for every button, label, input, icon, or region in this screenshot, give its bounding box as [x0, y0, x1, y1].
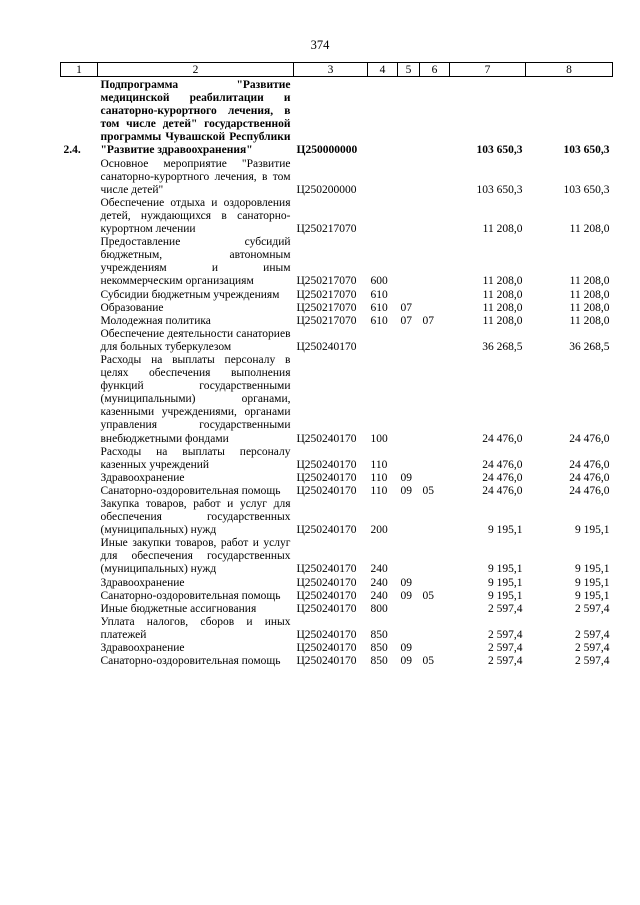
row-name: Основное мероприятие "Развитие санаторно-курортного лечения, в том числе детей" [100, 157, 291, 196]
amount-col-8: 2 597,4 [575, 602, 610, 615]
table-row [61, 446, 613, 472]
budget-table-body [61, 77, 613, 669]
amount-col-8: 9 195,1 [575, 589, 610, 602]
amount-col-8: 103 650,3 [563, 144, 610, 157]
row-number [61, 302, 98, 315]
row-name: Обеспечение отдыха и оздоровления детей, нуждающихся в санаторно-курортном лечении [100, 196, 291, 236]
amount-col-8: 11 208,0 [569, 301, 610, 314]
target-article-code: Ц250217070 [296, 314, 357, 327]
target-article-code: Ц250240170 [296, 655, 357, 668]
page-number: 374 [310, 38, 330, 52]
subsection-code [420, 77, 450, 158]
header-col-1: 1 [61, 63, 98, 77]
amount-col-7: 11 208,0 [482, 288, 523, 301]
expense-type-code [368, 158, 398, 197]
target-article-code: Ц250217070 [296, 301, 357, 314]
section-code [398, 498, 420, 537]
section-code [398, 537, 420, 576]
section-code: 09 [400, 642, 412, 655]
subsection-code [420, 577, 450, 590]
amount-col-8: 24 476,0 [569, 458, 610, 471]
table-row [61, 472, 613, 485]
section-code [398, 77, 420, 158]
row-number [61, 289, 98, 302]
section-code [398, 289, 420, 302]
expense-type-code: 110 [370, 484, 388, 497]
amount-col-7: 9 195,1 [488, 563, 523, 576]
target-article-code: Ц250240170 [296, 589, 357, 602]
target-article-code: Ц250240170 [296, 471, 357, 484]
expense-type-code: 600 [370, 275, 388, 288]
row-name: Расходы на выплаты персоналу в целях обеспечения выполнения функций государственными (муниципальными) органами, казенными учреждениями, органами управления государственными внебюджетными фондами [100, 353, 291, 445]
section-code: 07 [400, 301, 412, 314]
section-code: 09 [400, 576, 412, 589]
row-name: Санаторно-оздоровительная помощь [100, 655, 281, 668]
expense-type-code [368, 77, 398, 158]
section-code [398, 354, 420, 446]
expense-type-code: 610 [370, 288, 388, 301]
target-article-code: Ц250217070 [296, 288, 357, 301]
amount-col-8: 24 476,0 [569, 484, 610, 497]
amount-col-8: 11 208,0 [569, 223, 610, 236]
section-code [398, 158, 420, 197]
target-article-code: Ц250240170 [296, 458, 357, 471]
amount-col-8: 2 597,4 [575, 628, 610, 641]
target-article-code: Ц250240170 [296, 602, 357, 615]
header-col-3: 3 [294, 63, 368, 77]
table-row [61, 302, 613, 315]
section-code [398, 616, 420, 642]
row-name: Предоставление субсидий бюджетным, автономным учреждениям и иным некоммерческим организациям [100, 236, 291, 288]
amount-col-8: 36 268,5 [569, 340, 610, 353]
target-article-code: Ц250240170 [296, 628, 357, 641]
expense-type-code: 850 [370, 628, 388, 641]
expense-type-code: 610 [370, 314, 388, 327]
row-name: Иные бюджетные ассигнования [100, 602, 257, 615]
table-row [61, 642, 613, 655]
section-code [398, 197, 420, 236]
row-name: Здравоохранение [100, 576, 185, 589]
header-col-5: 5 [398, 63, 420, 77]
target-article-code: Ц250240170 [296, 642, 357, 655]
amount-col-8: 9 195,1 [575, 563, 610, 576]
section-code: 09 [400, 589, 412, 602]
table-row [61, 603, 613, 616]
subsection-code: 05 [422, 484, 434, 497]
row-number [61, 577, 98, 590]
section-code [398, 236, 420, 288]
subsection-code [420, 289, 450, 302]
table-row [61, 77, 613, 158]
target-article-code: Ц250217070 [296, 223, 357, 236]
amount-col-7: 103 650,3 [476, 183, 523, 196]
amount-col-7: 2 597,4 [488, 642, 523, 655]
row-name: Обеспечение деятельности санаториев для больных туберкулезом [100, 327, 291, 353]
target-article-code: Ц250240170 [296, 432, 357, 445]
target-article-code: Ц250240170 [296, 340, 357, 353]
amount-col-8: 11 208,0 [569, 314, 610, 327]
target-article-code: Ц250240170 [296, 524, 357, 537]
expense-type-code: 240 [370, 563, 388, 576]
row-number [61, 236, 98, 288]
column-number-header-row [61, 63, 613, 77]
row-number [61, 472, 98, 485]
row-number [61, 642, 98, 655]
row-name: Образование [100, 301, 164, 314]
subsection-code [420, 197, 450, 236]
row-name: Здравоохранение [100, 642, 185, 655]
row-name: Иные закупки товаров, работ и услуг для обеспечения государственных (муниципальных) нужд [100, 537, 291, 576]
table-row [61, 158, 613, 197]
amount-col-7: 2 597,4 [488, 628, 523, 641]
subsection-code [420, 236, 450, 288]
amount-col-7: 11 208,0 [482, 314, 523, 327]
row-name: Санаторно-оздоровительная помощь [100, 484, 281, 497]
amount-col-7: 103 650,3 [476, 144, 523, 157]
subsection-code [420, 537, 450, 576]
amount-col-7: 2 597,4 [488, 655, 523, 668]
table-row [61, 498, 613, 537]
budget-table [60, 62, 613, 668]
row-number [61, 158, 98, 197]
amount-col-8: 24 476,0 [569, 432, 610, 445]
row-number [61, 197, 98, 236]
section-code [398, 446, 420, 472]
row-name: Субсидии бюджетным учреждениям [100, 288, 280, 301]
table-row [61, 590, 613, 603]
subsection-code [420, 354, 450, 446]
section-code: 09 [400, 655, 412, 668]
row-number [61, 328, 98, 354]
row-number [61, 616, 98, 642]
amount-col-8: 11 208,0 [569, 288, 610, 301]
table-row [61, 315, 613, 328]
amount-col-8: 2 597,4 [575, 642, 610, 655]
subsection-code [420, 472, 450, 485]
row-name: Закупка товаров, работ и услуг для обеспечения государственных (муниципальных) нужд [100, 498, 291, 537]
table-row [61, 354, 613, 446]
row-number [61, 537, 98, 576]
table-row [61, 236, 613, 288]
row-number [61, 446, 98, 472]
subsection-code [420, 446, 450, 472]
row-number [61, 655, 98, 668]
row-name: Подпрограмма "Развитие медицинской реабилитации и санаторно-курортного лечения, в том числе детей" государственной программы Чувашской Республики "Развитие здравоохранения" [100, 79, 291, 157]
table-row [61, 485, 613, 498]
row-number [61, 498, 98, 537]
table-row [61, 197, 613, 236]
row-number [61, 590, 98, 603]
row-name: Здравоохранение [100, 471, 185, 484]
expense-type-code: 800 [370, 602, 388, 615]
amount-col-7: 11 208,0 [482, 301, 523, 314]
expense-type-code: 850 [370, 642, 388, 655]
section-code [398, 328, 420, 354]
subsection-code [420, 603, 450, 616]
target-article-code: Ц250240170 [296, 563, 357, 576]
amount-col-8: 103 650,3 [563, 183, 610, 196]
amount-col-8: 2 597,4 [575, 655, 610, 668]
table-row [61, 655, 613, 668]
expense-type-code: 110 [370, 471, 388, 484]
amount-col-7: 11 208,0 [482, 275, 523, 288]
row-number [61, 485, 98, 498]
header-col-4: 4 [368, 63, 398, 77]
table-row [61, 328, 613, 354]
amount-col-7: 24 476,0 [482, 458, 523, 471]
target-article-code: Ц250217070 [296, 275, 357, 288]
subsection-code: 05 [422, 589, 434, 602]
row-number [61, 354, 98, 446]
amount-col-8: 11 208,0 [569, 275, 610, 288]
header-col-6: 6 [420, 63, 450, 77]
row-name: Молодежная политика [100, 314, 211, 327]
target-article-code: Ц250240170 [296, 484, 357, 497]
subsection-code [420, 302, 450, 315]
header-col-2: 2 [98, 63, 294, 77]
expense-type-code: 240 [370, 589, 388, 602]
amount-col-7: 24 476,0 [482, 432, 523, 445]
amount-col-7: 9 195,1 [488, 576, 523, 589]
subsection-code [420, 328, 450, 354]
amount-col-7: 9 195,1 [488, 524, 523, 537]
amount-col-8: 9 195,1 [575, 524, 610, 537]
target-article-code: Ц250200000 [296, 183, 357, 196]
expense-type-code: 110 [370, 458, 388, 471]
table-row [61, 537, 613, 576]
row-number [61, 315, 98, 328]
subsection-code: 07 [422, 314, 434, 327]
expense-type-code [368, 197, 398, 236]
row-name: Расходы на выплаты персоналу казенных учреждений [100, 445, 291, 471]
amount-col-7: 24 476,0 [482, 484, 523, 497]
table-row [61, 616, 613, 642]
subsection-code [420, 616, 450, 642]
subsection-code [420, 158, 450, 197]
expense-type-code: 240 [370, 576, 388, 589]
expense-type-code: 200 [370, 524, 388, 537]
row-number: 2.4. [63, 144, 81, 157]
expense-type-code: 850 [370, 655, 388, 668]
section-code: 09 [400, 471, 412, 484]
header-col-7: 7 [450, 63, 526, 77]
row-name: Санаторно-оздоровительная помощь [100, 589, 281, 602]
subsection-code [420, 642, 450, 655]
amount-col-7: 11 208,0 [482, 223, 523, 236]
expense-type-code: 610 [370, 301, 388, 314]
row-number [61, 603, 98, 616]
section-code: 09 [400, 484, 412, 497]
target-article-code: Ц250240170 [296, 576, 357, 589]
section-code: 07 [400, 314, 412, 327]
table-row [61, 577, 613, 590]
target-article-code: Ц250000000 [296, 144, 358, 157]
expense-type-code: 100 [370, 432, 388, 445]
section-code [398, 603, 420, 616]
amount-col-8: 9 195,1 [575, 576, 610, 589]
expense-type-code [368, 328, 398, 354]
table-row [61, 289, 613, 302]
amount-col-7: 36 268,5 [482, 340, 523, 353]
header-col-8: 8 [526, 63, 613, 77]
amount-col-8: 24 476,0 [569, 471, 610, 484]
row-name: Уплата налогов, сборов и иных платежей [100, 615, 291, 641]
subsection-code: 05 [422, 655, 434, 668]
subsection-code [420, 498, 450, 537]
amount-col-7: 24 476,0 [482, 471, 523, 484]
amount-col-7: 2 597,4 [488, 602, 523, 615]
amount-col-7: 9 195,1 [488, 589, 523, 602]
